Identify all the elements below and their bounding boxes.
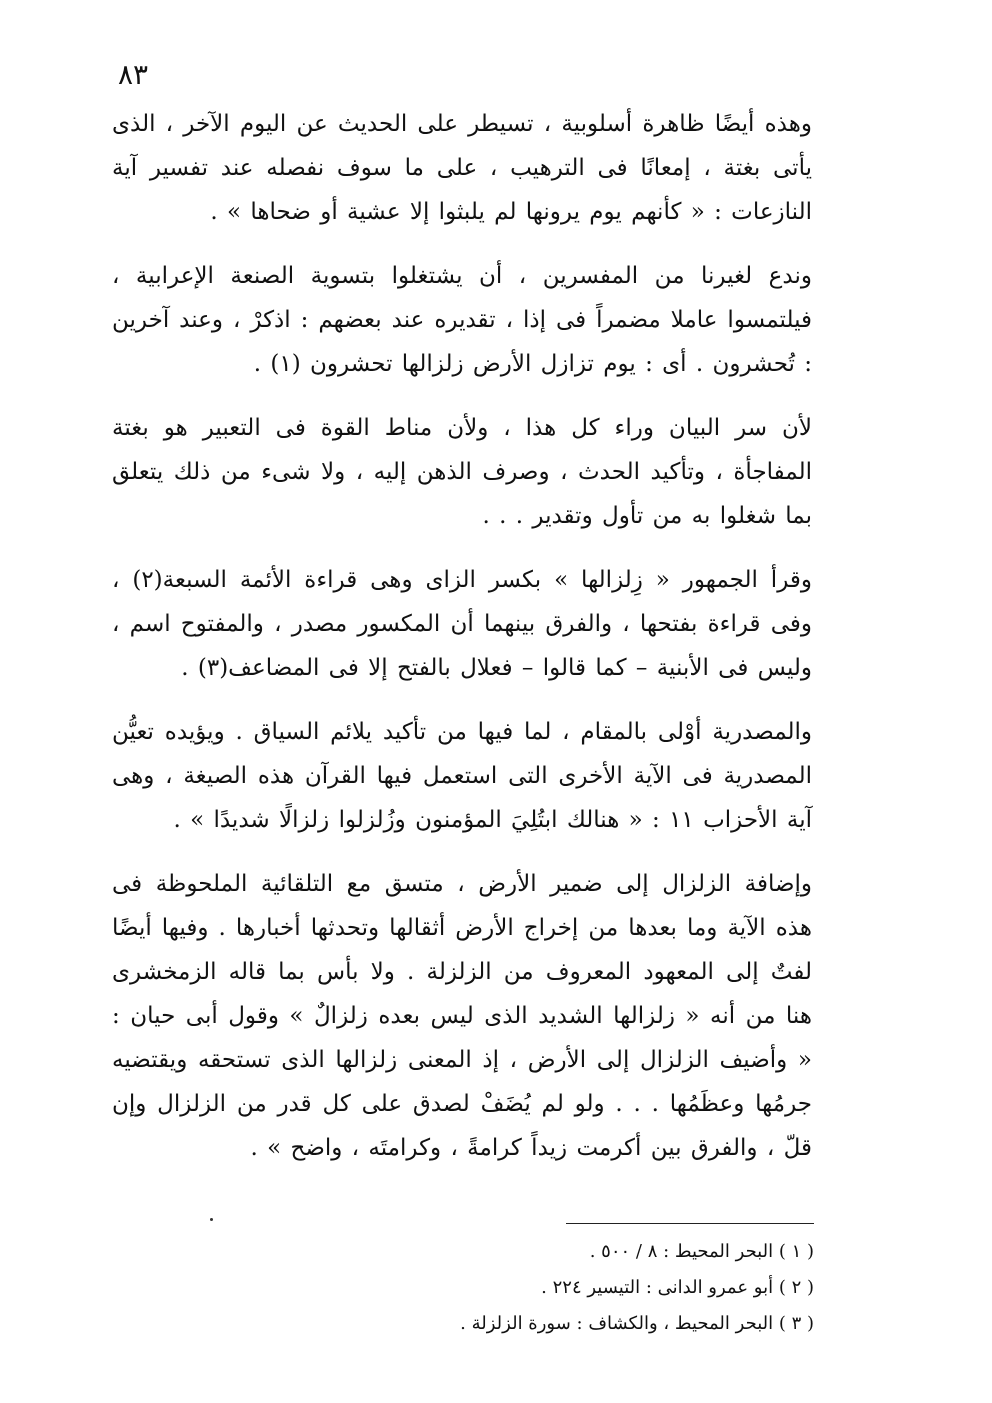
- page-number: ٨٣: [118, 58, 149, 91]
- paragraph: وإضافة الزلزال إلى ضمير الأرض ، متسق مع التلقائية الملحوظة فى هذه الآية وما بعدها من إخراج الأرض أثقالها وتحدثها أخبارها . وفيها أيضًا لفتٌ إلى المعهود المعروف من الزلزلة . ولا بأس بما قاله الزمخشرى هنا من أنه « زلزالها الشديد الذى ليس بعده زلزالٌ » وقول أبى حيان : « وأضيف الزلزال إلى الأرض ، إذ المعنى زلزالها الذى تستحقه ويقتضيه جرمُها وعظَمُها . . . ولو لم يُضَفْ لصدق على كل قدر من الزلزال وإن قلّ ، والفرق بين أكرمت زيداً كرامةً ، وكرامتَه ، واضح » .: [112, 871, 812, 1161]
- paragraph: لأن سر البيان وراء كل هذا ، ولأن مناط القوة فى التعبير هو بغتة المفاجأة ، وتأكيد الحدث ، وصرف الذهن إليه ، ولا شىء من ذلك يتعلق بما شغلوا به من تأول وتقدير . . .: [112, 415, 812, 529]
- paragraph: وندع لغيرنا من المفسرين ، أن يشتغلوا بتسوية الصنعة الإعرابية ، فيلتمسوا عاملا مضمراً فى إذا ، تقديره عند بعضهم : اذكرْ ، وعند آخرين : تُحشرون . أى : يوم تزازل الأرض زلزالها تحشرون (١) .: [112, 263, 812, 377]
- paragraph: وقرأ الجمهور « زِلزالها » بكسر الزاى وهى قراءة الأئمة السبعة(٢) ، وفى قراءة بفتحها ، والفرق بينهما أن المكسور مصدر ، والمفتوح اسم ، وليس فى الأبنية – كما قالوا – فعلال بالفتح إلا فى المضاعف(٣) .: [112, 567, 812, 681]
- footnote: ( ٢ ) أبو عمرو الدانى : التيسير ٢٢٤ .: [541, 1277, 814, 1298]
- ink-dot: [210, 1218, 213, 1221]
- body-text: [112, 102, 812, 1192]
- paragraph: وهذه أيضًا ظاهرة أسلوبية ، تسيطر على الحديث عن اليوم الآخر ، الذى يأتى بغتة ، إمعانًا فى الترهيب ، على ما سوف نفصله عند تفسير آية النازعات : « كأنهم يوم يرونها لم يلبثوا إلا عشية أو ضحاها » .: [112, 111, 812, 225]
- footnote: ( ١ ) البحر المحيط : ٨ / ٥٠٠ .: [589, 1241, 814, 1262]
- footnotes: [414, 1234, 814, 1342]
- paragraph: والمصدرية أوْلى بالمقام ، لما فيها من تأكيد يلائم السياق . ويؤيده تعيُّن المصدرية فى الآية الأخرى التى استعمل فيها القرآن هذه الصيغة ، وهى آية الأحزاب ١١ : « هنالك ابتُلِيَ المؤمنون وزُلزلوا زلزالًا شديدًا » .: [112, 719, 812, 833]
- footnote: ( ٣ ) البحر المحيط ، والكشاف : سورة الزلزلة .: [460, 1313, 814, 1334]
- footnote-divider: [566, 1223, 814, 1224]
